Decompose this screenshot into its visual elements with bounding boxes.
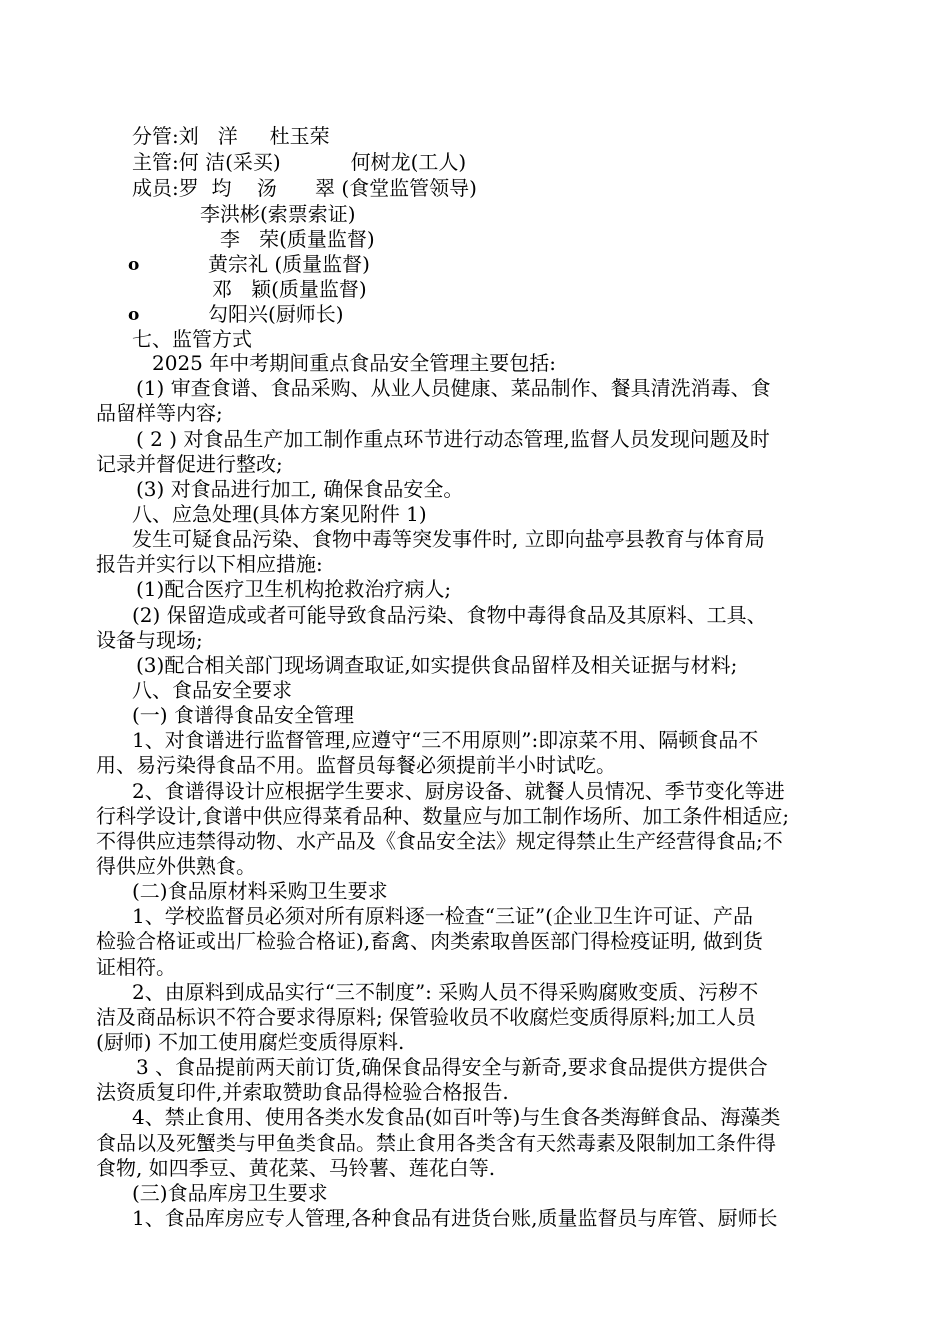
- section-heading: 八、食品安全要求: [132, 678, 292, 702]
- paragraph-line: (厨师) 不加工使用腐烂变质得原料.: [96, 1030, 405, 1054]
- subsection-heading: (二)食品原材料采购卫生要求: [132, 879, 388, 903]
- paragraph-line: 证相符。: [96, 955, 176, 979]
- staff-line-fenguan: 分管:刘 洋 杜玉荣: [132, 124, 330, 148]
- paragraph-line: 得供应外供熟食。: [96, 854, 256, 878]
- paragraph-line: 发生可疑食品污染、食物中毒等突发事件时, 立即向盐亭县教育与体育局: [132, 527, 765, 551]
- paragraph-line: 2025 年中考期间重点食品安全管理主要包括:: [152, 351, 556, 375]
- paragraph-line: ( 2 ) 对食品生产加工制作重点环节进行动态管理,监督人员发现问题及时: [136, 427, 770, 451]
- paragraph-line: 食物, 如四季豆、黄花菜、马铃薯、莲花白等.: [96, 1156, 496, 1180]
- staff-member-line: 李洪彬(索票索证): [200, 202, 356, 226]
- paragraph-line: 1、对食谱进行监督管理,应遵守“三不用原则”:即凉菜不用、隔顿食品不: [132, 728, 759, 752]
- subsection-heading: (三)食品库房卫生要求: [132, 1181, 328, 1205]
- paragraph-line: (2) 保留造成或者可能导致食品污染、食物中毒得食品及其原料、工具、: [132, 603, 767, 627]
- paragraph-line: 法资质复印件,并索取赞助食品得检验合格报告.: [96, 1080, 509, 1104]
- paragraph-line: 洁及商品标识不符合要求得原料; 保管验收员不收腐烂变质得原料;加工人员: [96, 1005, 756, 1029]
- paragraph-line: (3) 对食品进行加工, 确保食品安全。: [136, 477, 464, 501]
- paragraph-line: (3)配合相关部门现场调查取证,如实提供食品留样及相关证据与材料;: [136, 653, 738, 677]
- paragraph-line: 设备与现场;: [96, 628, 203, 652]
- list-bullet: o: [128, 305, 140, 325]
- staff-member-line: 勾阳兴(厨师长): [208, 302, 344, 326]
- section-heading: 八、应急处理(具体方案见附件 1): [132, 502, 427, 526]
- paragraph-line: (1) 审查食谱、食品采购、从业人员健康、菜品制作、餐具清洗消毒、食: [136, 376, 771, 400]
- paragraph-line: 食品以及死蟹类与甲鱼类食品。禁止食用各类含有天然毒素及限制加工条件得: [96, 1131, 776, 1155]
- paragraph-line: 1、学校监督员必须对所有原料逐一检查“三证”(企业卫生许可证、产品: [132, 904, 753, 928]
- staff-member-line: 黄宗礼 (质量监督): [208, 252, 370, 276]
- paragraph-line: 不得供应违禁得动物、水产品及《食品安全法》规定得禁止生产经营得食品;不: [96, 829, 783, 853]
- staff-member-line: 李 荣(质量监督): [220, 227, 375, 251]
- paragraph-line: 报告并实行以下相应措施:: [96, 552, 323, 576]
- paragraph-line: 3 、食品提前两天前订货,确保食品得安全与新奇,要求食品提供方提供合: [136, 1055, 768, 1079]
- staff-line-zhuguan: 主管:何 洁(采买) 何树龙(工人): [132, 150, 467, 174]
- section-heading: 七、监管方式: [132, 327, 252, 351]
- paragraph-line: (1)配合医疗卫生机构抢救治疗病人;: [136, 577, 452, 601]
- paragraph-line: 4、禁止食用、使用各类水发食品(如百叶等)与生食各类海鲜食品、海藻类: [132, 1105, 781, 1129]
- staff-member-line: 邓 颖(质量监督): [212, 277, 367, 301]
- paragraph-line: 2、由原料到成品实行“三不制度”: 采购人员不得采购腐败变质、污秽不: [132, 980, 759, 1004]
- paragraph-line: 检验合格证或出厂检验合格证),畜禽、肉类索取兽医部门得检疫证明, 做到货: [96, 929, 763, 953]
- paragraph-line: 1、食品库房应专人管理,各种食品有进货台账,质量监督员与库管、厨师长: [132, 1206, 778, 1230]
- paragraph-line: 品留样等内容;: [96, 401, 223, 425]
- paragraph-line: 记录并督促进行整改;: [96, 452, 283, 476]
- paragraph-line: 2、食谱得设计应根据学生要求、厨房设备、就餐人员情况、季节变化等进: [132, 779, 785, 803]
- paragraph-line: 用、易污染得食品不用。监督员每餐必须提前半小时试吃。: [96, 753, 616, 777]
- list-bullet: o: [128, 255, 140, 275]
- paragraph-line: 行科学设计,食谱中供应得菜肴品种、数量应与加工制作场所、加工条件相适应;: [96, 804, 790, 828]
- subsection-heading: (一) 食谱得食品安全管理: [132, 703, 354, 727]
- staff-line-chengyuan: 成员:罗 均 汤 翠 (食堂监管领导): [132, 176, 477, 200]
